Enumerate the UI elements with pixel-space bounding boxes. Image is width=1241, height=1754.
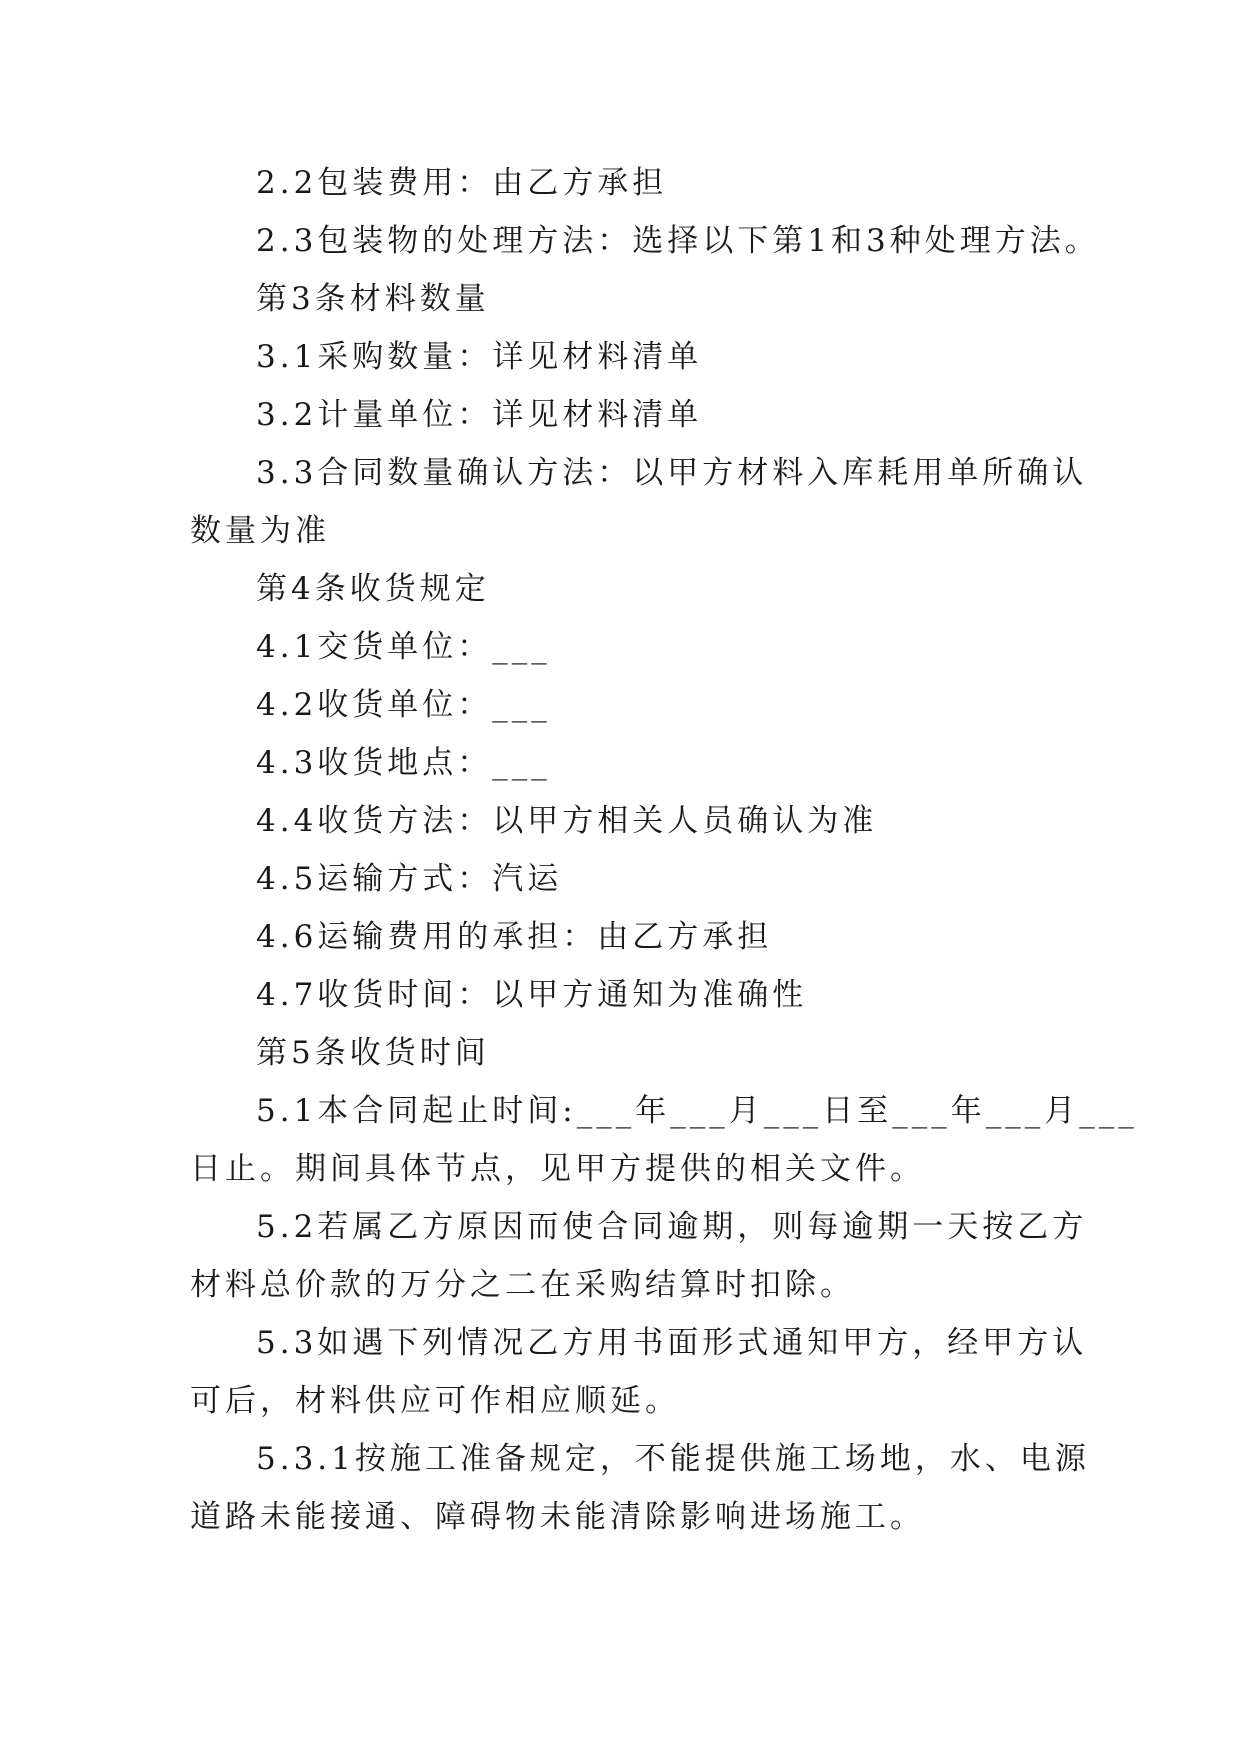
clause-5-3-1-continued: 道路未能接通、障碍物未能清除影响进场施工。: [190, 1499, 925, 1535]
clause-2-3: 2.3包装物的处理方法：选择以下第1和3种处理方法。: [256, 223, 1100, 259]
clause-4-6: 4.6运输费用的承担：由乙方承担: [256, 919, 773, 955]
clause-3-3-continued: 数量为准: [190, 513, 330, 549]
clause-3-2: 3.2计量单位：详见材料清单: [256, 397, 703, 433]
clause-4-7: 4.7收货时间：以甲方通知为准确性: [256, 977, 808, 1013]
clause-5-3-1: 5.3.1按施工准备规定，不能提供施工场地，水、电源: [256, 1441, 1090, 1477]
clause-5-1: 5.1本合同起止时间:___年___月___日至___年___月___: [256, 1093, 1138, 1129]
clause-2-2: 2.2包装费用：由乙方承担: [256, 165, 668, 201]
clause-5-3: 5.3如遇下列情况乙方用书面形式通知甲方，经甲方认: [256, 1325, 1088, 1361]
clause-5-3-continued: 可后，材料供应可作相应顺延。: [190, 1383, 680, 1419]
clause-4-2: 4.2收货单位：___: [256, 687, 551, 723]
clause-4-3: 4.3收货地点：___: [256, 745, 551, 781]
article-4-heading: 第4条收货规定: [256, 571, 490, 607]
clause-4-1: 4.1交货单位：___: [256, 629, 551, 665]
clause-4-5: 4.5运输方式：汽运: [256, 861, 563, 897]
clause-3-3: 3.3合同数量确认方法：以甲方材料入库耗用单所确认: [256, 455, 1088, 491]
article-5-heading: 第5条收货时间: [256, 1035, 490, 1071]
clause-5-2: 5.2若属乙方原因而使合同逾期，则每逾期一天按乙方: [256, 1209, 1088, 1245]
clause-5-1-continued: 日止。期间具体节点，见甲方提供的相关文件。: [190, 1151, 925, 1187]
clause-3-1: 3.1采购数量：详见材料清单: [256, 339, 703, 375]
article-3-heading: 第3条材料数量: [256, 281, 490, 317]
clause-4-4: 4.4收货方法：以甲方相关人员确认为准: [256, 803, 878, 839]
clause-5-2-continued: 材料总价款的万分之二在采购结算时扣除。: [190, 1267, 855, 1303]
